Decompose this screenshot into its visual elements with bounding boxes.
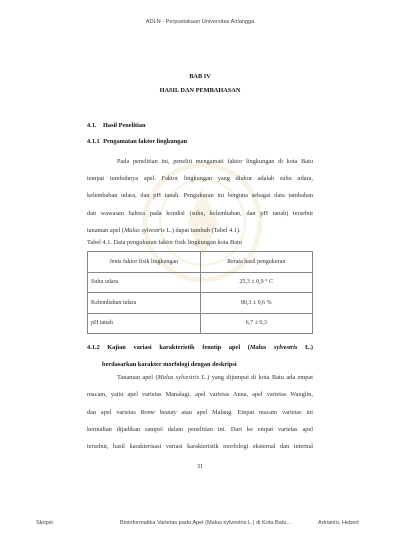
section-4-1-2-heading: 4.1.2 Kajian variasi karakteristik fenotip apel (Malus sylvestris L.) berdasarkan karakter morfologi dengan deskripsi — [87, 339, 313, 373]
paragraph-line: tersebut, hasil karakterisasi variasi karakteristik morfologi eksternal dan internal — [87, 443, 313, 451]
table-row — [88, 272, 313, 293]
chapter-title: HASIL DAN PEMBAHASAN — [159, 87, 241, 94]
section-title: Pengamatan faktor lingkungan — [103, 138, 188, 145]
page-header: ADLN - Perpustakaan Universitas Airlangga — [145, 19, 255, 25]
section-title: Hasil Penelitian — [103, 122, 146, 129]
page-number: 31 — [196, 463, 204, 470]
paragraph-varieties — [87, 369, 313, 455]
table-header-cell: Jenis faktor fisik lingkungan — [88, 252, 201, 273]
table-cell: Kelembaban udara — [88, 293, 201, 314]
table-header-cell: Rerata hasil pengukuran — [200, 252, 313, 273]
section-number: 4.1.2 — [87, 344, 100, 351]
footer-left: Skripsi — [36, 520, 53, 526]
table-cell: Suhu udara — [88, 272, 201, 293]
paragraph-line: kemudian dijadikan sampel dalam penelitian ini. Dari ke empat varietas apel — [87, 425, 313, 433]
table-cell: pH tanah — [88, 313, 201, 334]
paragraph-line: tempat tumbuhnya apel. Faktor lingkungan yang diukur adalah suhu udara, — [87, 175, 313, 183]
paragraph-line: Pada penelitian ini, peneliti mengamati faktor lingkungan di kota Batu — [117, 158, 313, 165]
paragraph-line: tanaman apel (Malus sylvestris L.) dapat tumbuh (Tabel 4.1). — [87, 226, 241, 234]
table-cell: 80,3 ± 0,6 % — [200, 293, 313, 314]
section-4-1-1-heading — [87, 138, 187, 145]
table-row — [88, 293, 313, 314]
section-4-1-heading — [87, 122, 146, 129]
chapter-number: BAB IV — [189, 73, 211, 80]
table-row — [88, 313, 313, 334]
table-cell: 25,3 ± 0,9 ° C — [200, 272, 313, 293]
paragraph-line: macam, yaitu apel varietas Manalagi, apel varietas Anna, apel varietas Wanglin, — [87, 391, 313, 399]
paragraph-line: Tanaman apel (Malus sylvestris L.) yang dijumpai di kota Batu ada empat — [117, 374, 313, 381]
environment-table — [87, 251, 313, 334]
table-caption: Tabel 4.1. Data pengukuran faktor fisik lingkungan kota Batu — [87, 239, 242, 246]
paragraph-environment — [87, 153, 313, 239]
paragraph-line: kelembaban udara, dan pH tanah. Pengukuran ini berguna sebagai data tambahan — [87, 192, 313, 200]
section-title-line: berdasarkan karakter morfologi dengan deskripsi — [102, 361, 237, 368]
paragraph-line: dan apel varietas Rome beauty atau apel Malang. Empat macam varietas ini — [87, 408, 313, 416]
section-number: 4.1.1 — [87, 138, 100, 145]
table-cell: 6,7 ± 0,3 — [200, 313, 313, 334]
footer-right: Adrianto, Hebert — [318, 520, 359, 526]
paragraph-line: dan wawasan bahwa pada kondisi (suhu, kelembaban, dan pH tanah) tersebut — [87, 209, 313, 217]
footer-center: Bioinformatika Varietas pada Apel (Malus sylvestris L.) di Kota Batu... — [120, 520, 292, 526]
table-header-row — [88, 252, 313, 273]
section-number: 4.1. — [87, 122, 97, 129]
